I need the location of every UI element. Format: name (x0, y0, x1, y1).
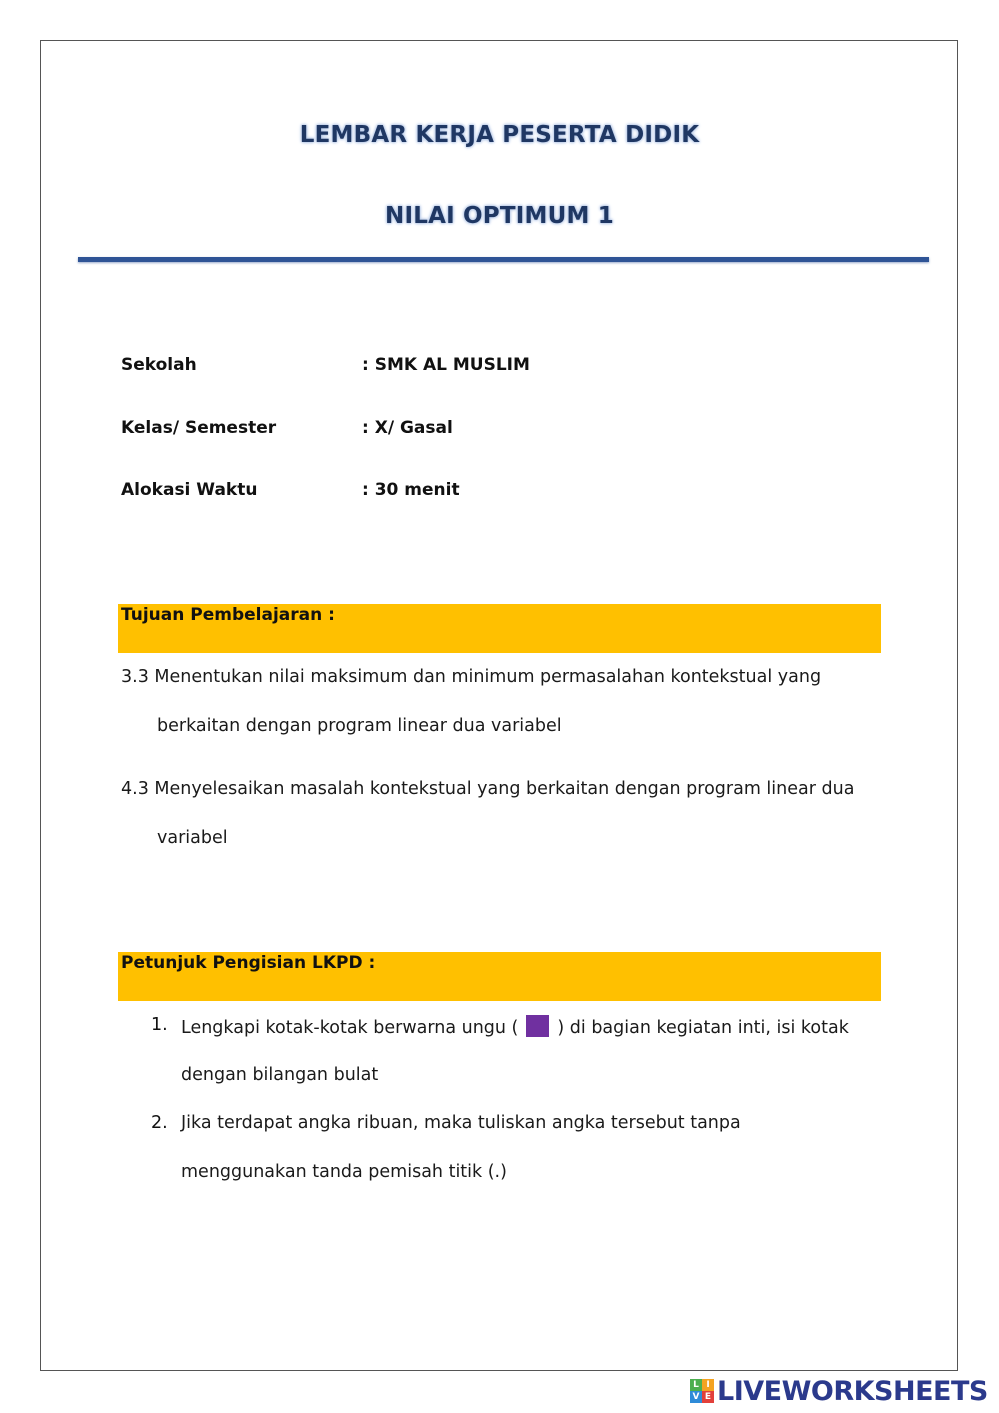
petunjuk-heading: Petunjuk Pengisian LKPD : (121, 953, 376, 973)
purple-box-swatch (526, 1015, 549, 1037)
logo-letter-e: E (702, 1391, 714, 1403)
worksheet-title: LEMBAR KERJA PESERTA DIDIK (299, 122, 700, 148)
waktu-label: Alokasi Waktu (121, 480, 258, 500)
petunjuk-item-2-number: 2. (151, 1113, 168, 1133)
sekolah-label: Sekolah (121, 355, 197, 375)
logo-letter-l: L (690, 1379, 702, 1391)
petunjuk-item-1-number: 1. (151, 1015, 168, 1035)
liveworksheets-logo-icon (690, 1379, 714, 1403)
tujuan-item-1-line-1: 3.3 Menentukan nilai maksimum dan minimum permasalahan kontekstual yang (121, 667, 822, 687)
tujuan-item-1-line-2: berkaitan dengan program linear dua variabel (157, 716, 562, 736)
tujuan-heading-band (118, 604, 881, 653)
logo-letter-i: I (702, 1379, 714, 1391)
logo-letter-v: V (690, 1391, 702, 1403)
liveworksheets-logo-text: LIVEWORKSHEETS (717, 1375, 988, 1407)
worksheet-subtitle: NILAI OPTIMUM 1 (385, 203, 614, 229)
petunjuk-heading-band (118, 952, 881, 1001)
kelas-label: Kelas/ Semester (121, 418, 277, 438)
liveworksheets-logo[interactable] (690, 1374, 988, 1408)
tujuan-heading: Tujuan Pembelajaran : (121, 605, 335, 625)
title-divider (78, 257, 929, 262)
petunjuk-item-1-line-1 (181, 1015, 849, 1038)
petunjuk-item-1-text-before: Lengkapi kotak-kotak berwarna ungu ( (181, 1018, 519, 1038)
petunjuk-item-2-line-2: menggunakan tanda pemisah titik (.) (181, 1162, 507, 1182)
tujuan-item-2-line-2: variabel (157, 828, 228, 848)
petunjuk-item-2-line-1: Jika terdapat angka ribuan, maka tuliskan angka tersebut tanpa (181, 1113, 741, 1133)
waktu-value: : 30 menit (362, 480, 460, 500)
sekolah-value: : SMK AL MUSLIM (362, 355, 530, 375)
petunjuk-item-1-text-after: ) di bagian kegiatan inti, isi kotak (557, 1018, 849, 1038)
petunjuk-item-1-line-2: dengan bilangan bulat (181, 1065, 379, 1085)
kelas-value: : X/ Gasal (362, 418, 453, 438)
tujuan-item-2-line-1: 4.3 Menyelesaikan masalah kontekstual yang berkaitan dengan program linear dua (121, 779, 855, 799)
